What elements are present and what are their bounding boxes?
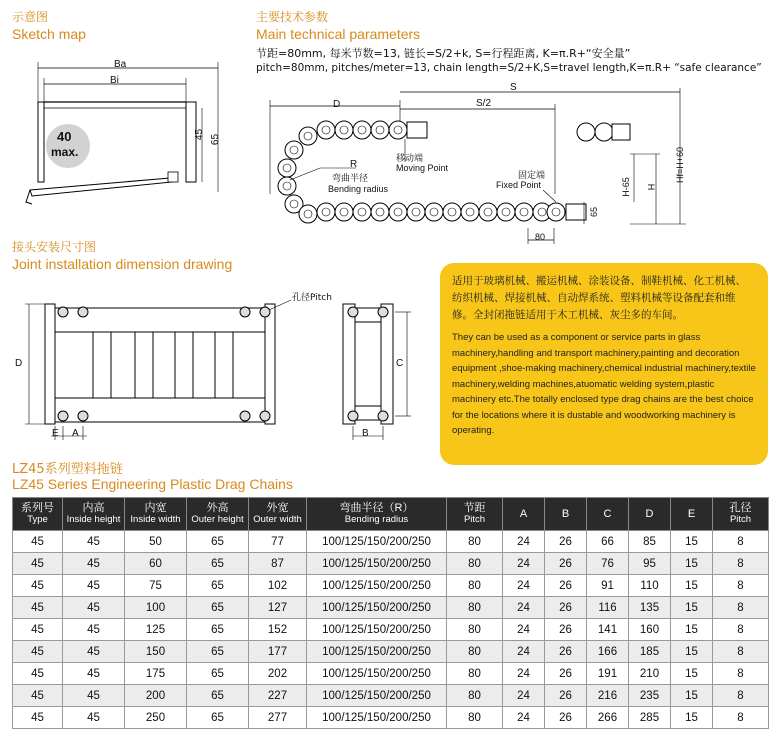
table-cell: 8 (713, 707, 769, 729)
table-cell: 95 (629, 553, 671, 575)
table-cell: 235 (629, 685, 671, 707)
sketch-dim-65: 65 (210, 133, 222, 146)
table-header-cn: 弯曲半径（R） (339, 502, 414, 514)
table-cell: 26 (545, 575, 587, 597)
table-cell: 152 (249, 619, 307, 641)
chain-dim-hf: Hf=H+60 (675, 146, 686, 184)
table-header-cn: 内高 (82, 502, 105, 514)
table-cell: 77 (249, 531, 307, 553)
table-cell: 116 (587, 597, 629, 619)
table-cell: 100/125/150/200/250 (307, 553, 447, 575)
table-cell: 8 (713, 641, 769, 663)
table-cell: 80 (447, 707, 503, 729)
table-header-cn: 系列号 (21, 502, 54, 514)
table-header-cn: 外宽 (266, 502, 289, 514)
table-cell: 15 (671, 619, 713, 641)
table-cell: 65 (187, 619, 249, 641)
table-header-cell (447, 498, 503, 531)
table-header-cell (587, 498, 629, 531)
table-row (13, 641, 769, 663)
table-cell: 102 (249, 575, 307, 597)
table-cell: 24 (503, 707, 545, 729)
table-cell: 65 (187, 531, 249, 553)
table-header-cell (63, 498, 125, 531)
table-cell: 50 (125, 531, 187, 553)
table-cell: 80 (447, 641, 503, 663)
table-cell: 65 (187, 685, 249, 707)
table-cell: 24 (503, 641, 545, 663)
table-cell: 8 (713, 575, 769, 597)
joint-dim-e: E (52, 428, 59, 439)
series-title-en: LZ45 Series Engineering Plastic Drag Chains (12, 476, 293, 492)
table-cell: 100/125/150/200/250 (307, 531, 447, 553)
table-header-cell (629, 498, 671, 531)
table-cell: 26 (545, 685, 587, 707)
table-cell: 110 (629, 575, 671, 597)
application-info-cn: 适用于玻璃机械、搬运机械、涂装设备、制鞋机械、化工机械、纺织机械、焊接机械、自动焊系统、塑料机械等设备配套和维修。全封闭拖链适用于木工机械、灰尘多的车间。 (452, 275, 746, 321)
table-header-en: Inside height (66, 514, 121, 525)
table-header-cn: 外高 (206, 502, 229, 514)
table-cell: 66 (587, 531, 629, 553)
sketch-dim-45: 45 (194, 128, 206, 141)
table-cell: 45 (13, 597, 63, 619)
table-cell: 24 (503, 597, 545, 619)
table-row (13, 663, 769, 685)
table-cell: 65 (187, 641, 249, 663)
table-cell: 200 (125, 685, 187, 707)
chain-dim-r: R (350, 159, 358, 170)
series-title-cn: LZ45系列塑料拖链 (12, 462, 123, 477)
table-cell: 100/125/150/200/250 (307, 685, 447, 707)
table-header-en: Pitch (463, 514, 486, 525)
table-cell: 8 (713, 597, 769, 619)
table-cell: 127 (249, 597, 307, 619)
table-cell: 24 (503, 619, 545, 641)
table-cell: 80 (447, 597, 503, 619)
table-header-cell (307, 498, 447, 531)
table-header-cell (187, 498, 249, 531)
table-cell: 91 (587, 575, 629, 597)
sketch-title-en: Sketch map (12, 26, 86, 42)
table-cell: 24 (503, 553, 545, 575)
table-cell: 45 (63, 663, 125, 685)
table-cell: 100/125/150/200/250 (307, 575, 447, 597)
table-header-cn: E (687, 508, 696, 520)
pitch-hole-label: 孔径Pitch (292, 293, 332, 303)
table-cell: 45 (63, 685, 125, 707)
params-title-en: Main technical parameters (256, 26, 421, 42)
table-cell: 191 (587, 663, 629, 685)
table-cell: 45 (63, 707, 125, 729)
chain-diagram (260, 84, 700, 254)
table-cell: 45 (63, 619, 125, 641)
table-header-cn: D (645, 508, 654, 520)
table-cell: 266 (587, 707, 629, 729)
chain-dim-s: S (510, 82, 517, 93)
table-header-cn: B (561, 508, 570, 520)
fixed-point-label-en: Fixed Point (496, 180, 542, 190)
table-cell: 166 (587, 641, 629, 663)
chain-dim-h-minus-65: H-65 (620, 177, 631, 197)
sketch-map-drawing (20, 50, 250, 210)
table-header-cn: C (603, 508, 612, 520)
table-header-cn: 节距 (463, 502, 486, 514)
table-cell: 45 (13, 641, 63, 663)
table-cell: 216 (587, 685, 629, 707)
table-row (13, 685, 769, 707)
chain-dim-d: D (333, 99, 341, 110)
table-header-cell (249, 498, 307, 531)
table-cell: 135 (629, 597, 671, 619)
table-cell: 15 (671, 531, 713, 553)
table-header-cell (13, 498, 63, 531)
table-cell: 277 (249, 707, 307, 729)
table-cell: 285 (629, 707, 671, 729)
table-cell: 80 (447, 663, 503, 685)
table-row (13, 707, 769, 729)
chain-dim-h: H (646, 183, 657, 191)
table-cell: 60 (125, 553, 187, 575)
table-header-row (13, 498, 769, 531)
application-info-en: They can be used as a component or service parts in glass machinery,handling and transport machinery,painting and decoration equipment ,shoe-making machinery,chemical industrial machinery,textile machinery,welding machines,atuomatic welding system,plastic machinery etc.The totally enclosed type drag chains are the best choice for the locations where it is dustable and woodworking machinery is operating. (452, 332, 756, 436)
table-cell: 177 (249, 641, 307, 663)
table-cell: 26 (545, 663, 587, 685)
table-cell: 15 (671, 707, 713, 729)
table-cell: 65 (187, 575, 249, 597)
table-cell: 26 (545, 641, 587, 663)
table-cell: 45 (13, 553, 63, 575)
table-cell: 8 (713, 685, 769, 707)
table-cell: 26 (545, 597, 587, 619)
table-cell: 24 (503, 663, 545, 685)
table-cell: 8 (713, 531, 769, 553)
table-body (13, 531, 769, 729)
table-cell: 45 (63, 553, 125, 575)
application-info-box (440, 263, 768, 465)
joint-title-cn: 接头安装尺寸图 (12, 240, 97, 254)
table-row (13, 531, 769, 553)
table-cell: 65 (187, 663, 249, 685)
table-cell: 45 (63, 575, 125, 597)
table-header-cell (713, 498, 769, 531)
fixed-point-label-cn: 固定端 (518, 171, 546, 181)
params-title-cn: 主要技术参数 (256, 10, 329, 24)
table-cell: 80 (447, 575, 503, 597)
table-cell: 65 (187, 553, 249, 575)
table-header-cn: A (519, 508, 528, 520)
table-cell: 26 (545, 619, 587, 641)
table-cell: 175 (125, 663, 187, 685)
table-cell: 150 (125, 641, 187, 663)
sketch-dim-bi: Bi (110, 75, 119, 86)
moving-point-label-en: Moving Point (396, 163, 449, 173)
table-header-en: Outer height (191, 514, 244, 525)
table-cell: 80 (447, 531, 503, 553)
table-header-cn: 孔径 (729, 502, 752, 514)
table-cell: 45 (13, 575, 63, 597)
spec-table (12, 497, 769, 729)
table-cell: 24 (503, 575, 545, 597)
table-header-cell (545, 498, 587, 531)
table-cell: 80 (447, 685, 503, 707)
table-cell: 15 (671, 663, 713, 685)
max-angle-badge-value: 40 (57, 129, 72, 144)
table-header-en: Inside width (130, 514, 181, 525)
sketch-title-cn: 示意图 (12, 10, 49, 24)
table-cell: 45 (63, 641, 125, 663)
table-header-cn: 内宽 (144, 502, 167, 514)
table-cell: 45 (13, 619, 63, 641)
bend-radius-label-cn: 弯曲半径 (332, 174, 369, 184)
joint-drawing (15, 290, 435, 450)
joint-title-en: Joint installation dimension drawing (12, 256, 233, 272)
moving-point-label-cn: 移动端 (396, 154, 424, 164)
table-row (13, 597, 769, 619)
table-cell: 26 (545, 707, 587, 729)
table-cell: 65 (187, 707, 249, 729)
chain-dim-65: 65 (589, 206, 600, 218)
table-header-en: Bending radius (344, 514, 409, 525)
joint-dim-d: D (15, 358, 23, 369)
table-cell: 87 (249, 553, 307, 575)
table-cell: 100 (125, 597, 187, 619)
table-cell: 26 (545, 553, 587, 575)
table-cell: 24 (503, 531, 545, 553)
max-angle-badge-unit: max. (51, 145, 79, 159)
table-cell: 100/125/150/200/250 (307, 641, 447, 663)
chain-dim-80: 80 (535, 232, 546, 242)
table-row (13, 619, 769, 641)
params-line-en: pitch=80mm, pitches/meter=13, chain length=S/2+K,S=travel length,K=π.R+ “safe clearance” (256, 62, 762, 74)
table-header-en: Pitch (729, 514, 752, 525)
table-cell: 80 (447, 619, 503, 641)
table-cell: 26 (545, 531, 587, 553)
table-cell: 76 (587, 553, 629, 575)
table-header-en: Outer width (253, 514, 302, 525)
bend-radius-label-en: Bending radius (328, 184, 389, 194)
table-cell: 75 (125, 575, 187, 597)
joint-dim-a: A (72, 428, 79, 439)
table-header-cell (671, 498, 713, 531)
table-cell: 100/125/150/200/250 (307, 597, 447, 619)
table-cell: 100/125/150/200/250 (307, 619, 447, 641)
joint-dim-b: B (362, 428, 369, 439)
params-line-cn: 节距=80mm, 每米节数=13, 链长=S/2+k, S=行程距离, K=π.R+“安全量” (256, 47, 631, 60)
table-cell: 45 (63, 531, 125, 553)
table-cell: 15 (671, 685, 713, 707)
table-cell: 141 (587, 619, 629, 641)
joint-dim-c: C (396, 358, 404, 369)
table-cell: 8 (713, 663, 769, 685)
table-cell: 210 (629, 663, 671, 685)
table-cell: 45 (13, 531, 63, 553)
sketch-dim-ba: Ba (114, 59, 127, 70)
table-cell: 24 (503, 685, 545, 707)
table-cell: 80 (447, 553, 503, 575)
table-cell: 250 (125, 707, 187, 729)
table-cell: 45 (13, 707, 63, 729)
table-cell: 15 (671, 597, 713, 619)
table-cell: 8 (713, 619, 769, 641)
table-header-cell (125, 498, 187, 531)
table-cell: 85 (629, 531, 671, 553)
table-cell: 45 (63, 597, 125, 619)
table-cell: 65 (187, 597, 249, 619)
table-cell: 15 (671, 575, 713, 597)
table-header-cell (503, 498, 545, 531)
table-cell: 202 (249, 663, 307, 685)
chain-dim-s2: S/2 (476, 98, 492, 109)
table-cell: 160 (629, 619, 671, 641)
table-row (13, 553, 769, 575)
table-cell: 15 (671, 553, 713, 575)
table-cell: 185 (629, 641, 671, 663)
table-header-en: Type (27, 514, 48, 525)
table-cell: 45 (13, 685, 63, 707)
table-cell: 15 (671, 641, 713, 663)
table-cell: 100/125/150/200/250 (307, 663, 447, 685)
table-cell: 100/125/150/200/250 (307, 707, 447, 729)
table-cell: 8 (713, 553, 769, 575)
table-cell: 227 (249, 685, 307, 707)
table-cell: 125 (125, 619, 187, 641)
table-row (13, 575, 769, 597)
table-cell: 45 (13, 663, 63, 685)
